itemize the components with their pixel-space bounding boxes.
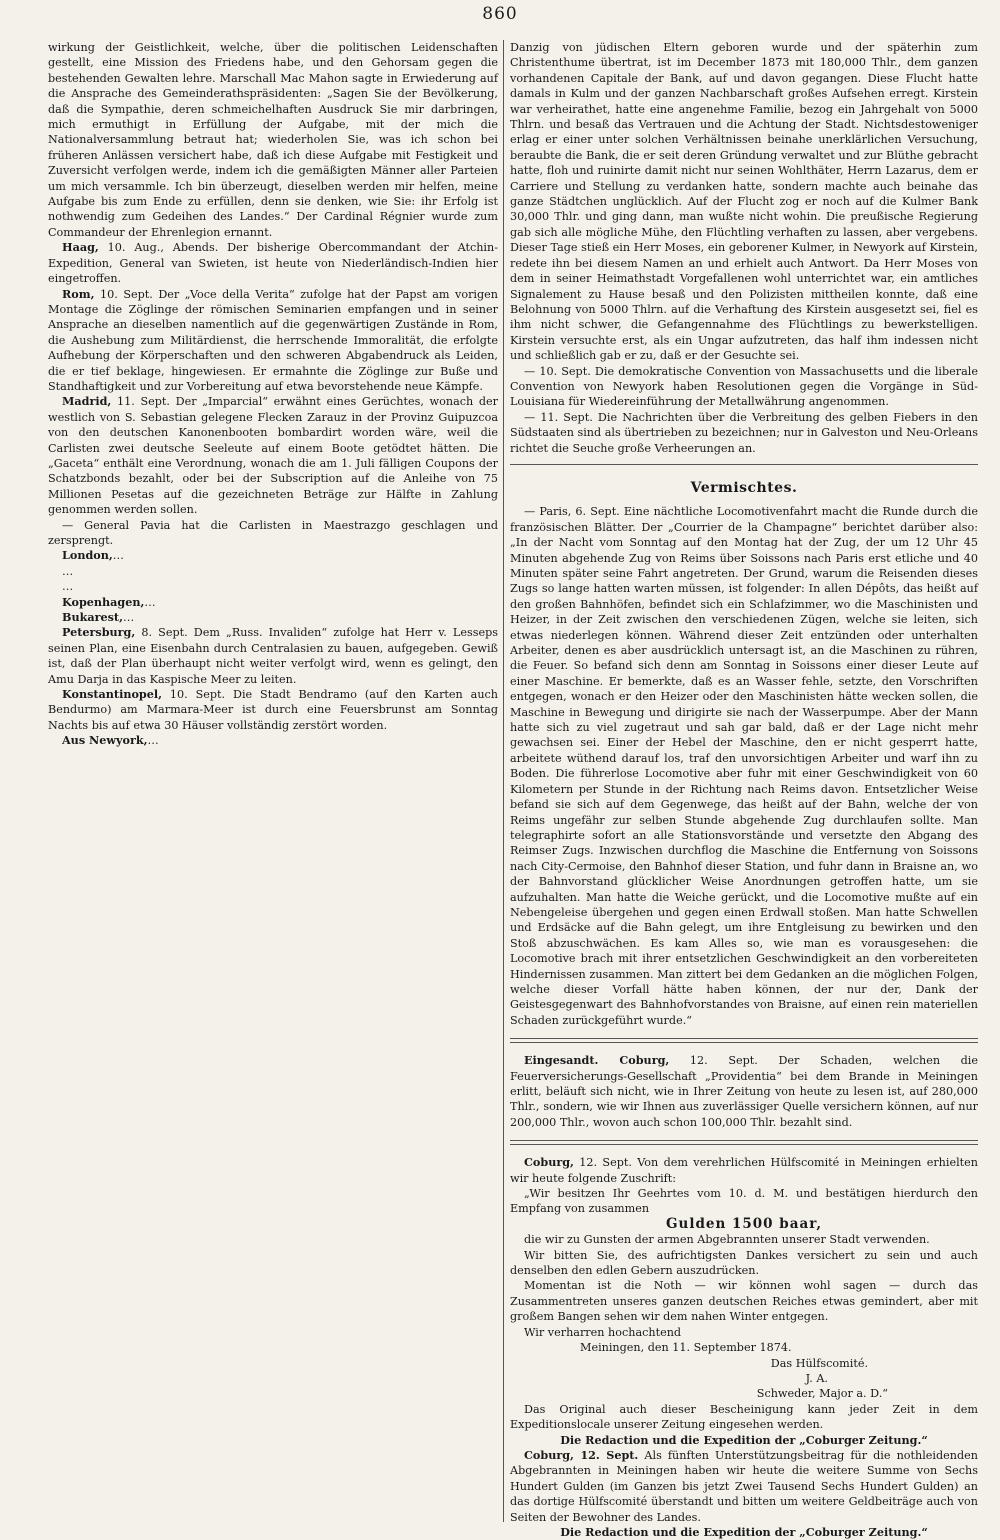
signature-line: J. A. — [805, 1371, 828, 1385]
article-text: Als fünften Unterstützungsbeitrag für die nothleidenden Abgebrannten in Meiningen haben wir heute die weitere Summe von Sechs Hundert Gulden (im Ganzen bis jetzt Zwei Tausend Sechs Hundert Gulden) an das dortige Hülfscomité überstandt und bitten um weitere Geldbeiträge auch von Seiten der Bewohner des Landes. — [510, 1448, 978, 1524]
place-heading: Bukarest, — [62, 610, 123, 625]
article-text: 10. Aug., Abends. Der bisherige Obercommandant der Atchin-Expedition, General van Swieten, ist heute von Niederländisch-Indien hier eingetroffen. — [48, 241, 498, 286]
article-text: 12. Sept. Der Schaden, welchen die Feuerversicherungs-Gesellschaft „Providentia“ bei dem Brande in Meiningen erlitt, beläuft sich nicht, wie in Ihrer Zeitung von heute zu lesen ist, auf 280,000 Thlr., sondern, wie wir Ihnen aus zuverlässiger Quelle versichern können, auf nur 200,000 Thlr., wovon auch schon 100,000 Thlr. bezahlt sind. — [510, 1054, 978, 1129]
place-heading: Aus Newyork, — [62, 733, 148, 748]
page-number: 860 — [482, 4, 518, 24]
notice-text: Das Original auch dieser Bescheinigung kann jeder Zeit in dem Expeditionslocale unserer Zeitung eingesehen werden. — [510, 1402, 978, 1432]
place-heading: London, — [62, 548, 113, 563]
section-rule — [510, 1140, 978, 1145]
article-paris: — Paris, 6. Sept. Eine nächtliche Locomotivenfahrt macht die Runde durch die französischen Blätter. Der „Courrier de la Champagne“ berichtet darüber also: „In der Nacht vom Sonntag auf den Montag hat der Zug, der um 12 Uhr 45 Minuten abgehende Zug von Reims über Soissons nach Paris erst etliche und 40 Minuten später seine Fahrt angetreten. Der Grund, warum die Reisenden dieses Zugs so lange hatten warten müssen, ist folgender: In allen Dépôts, das heißt auf den großen Bahnhöfen, befindet sich ein Schlafzimmer, wo die Maschinisten und Heizer, in der Zeit zwischen den verschiedenen Zügen, welche sie leiten, sich etwas niederlegen können. Während dieser Zeit entzünden oder unterhalten Arbeiter, denen es aber ausdrücklich untersagt ist, an die Maschinen zu rühren, die Feuer. So befand sich denn am Sonntag in Soissons einer dieser Leute auf einer Maschine. Er bemerkte, daß es an Wasser fehle, setzte, den Vorschriften entgegen, wonach er den Heizer oder den Maschinisten hätte wecken sollen, die Maschine in Bewegung und dirigirte sie nach der Wasserpumpe. Aber der Mann hatte sich zu viel zugetraut und sah gar bald, daß er der Lage nicht mehr gewachsen sei. Einer der Hebel der Maschine, den er nicht gesperrt hatte, arbeitete wüthend darauf los, traf den unvorsichtigen Arbeiter und warf ihn zu Boden. Die führerlose Locomotive aber fuhr mit einer Geschwindigkeit von 60 Kilometern per Stunde in der Richtung nach Reims davon. Entsetzlicher Weise befand sie sich auf dem Gegenwege, das heißt auf der Bahn, welche der von Reims ungefähr zur selben Stunde abgehende Zug durchlaufen sollte. Man telegraphirte sofort an alle Stationsvorstände und versetzte den Abgang des Reimser Zugs. Inzwischen durchflog die Maschine die Entfernung von Soissons nach City-Cermoise, den Bahnhof dieser Station, und fuhr dann in Braisne an, wo der Bahnvorstand glücklicher Weise Anordnungen getroffen hatte, um sie aufzuhalten. Man hatte die Weiche gerückt, und die Locomotive mußte auf ein Nebengeleise übergehen und gegen einen Erdwall stoßen. Man hatte Schwellen und Erdsäcke auf die Bahn gelegt, um ihre Entgleisung zu bewirken und den Stoß abzuschwächen. Es kam Alles so, wie man es vorausgesehen: die Locomotive brach mit ihrer entsetzlichen Geschwindigkeit an den vorbereiteten Hindernissen zusammen. Man zittert bei dem Gedanken an die möglichen Folgen, welche dieser Vorfall hätte haben können, der nur der, Dank der Geistesgegenwart des Bahnhofvorstandes von Braisne, auf einen rein materiellen Schaden zurückgeführt wurde.“ — [510, 505, 978, 1027]
article-konstantinopel — [48, 687, 498, 733]
article-text: 10. Sept. Die Stadt Bendramo (auf den Karten auch Bendurmo) am Marmara-Meer ist durch eine Feuersbrunst am Sonntag Nachts bis auf etwa 30 Häuser vollständig zerstört worden. — [48, 688, 498, 732]
left-column — [48, 40, 498, 1522]
article-eingesandt — [510, 1053, 978, 1130]
article-london — [48, 548, 498, 563]
article-bukarest — [48, 610, 498, 625]
article-text: 11. Sept. Der „Imparcial“ erwähnt eines Gerüchtes, wonach der westlich von S. Sebastian gelegene Flecken Zarauz in der Provinz Guipuzcoa von den deutschen Kanonenbooten bombardirt worden wäre, weil die Carlisten zwei deutsche Seeleute auf einem Boote getödtet hätten. Die „Gaceta“ enthält eine Verordnung, wonach die am 1. Juli fälligen Coupons der Schatzbonds bezahlt, oder bei der Subscription auf die Anleihe von 75 Millionen Pesetas auf die gezeichneten Beträge zur Hälfte in Zahlung genommen werden sollen. — [48, 395, 498, 517]
article-paragraph: — 10. Sept. Die demokratische Convention von Massachusetts und die liberale Convention von Newyork haben Resolutionen gegen die Vorgänge in Süd-Louisiana für Wiedereinführung der Metallwährung angenommen. — [510, 364, 978, 409]
article-paragraph: wirkung der Geistlichkeit, welche, über die politischen Leidenschaften gestellt, eine Mission des Friedens habe, und den Gehorsam gegen die bestehenden Gewalten lehre. Marschall Mac Mahon sagte in Erwiederung auf die Ansprache des Gemeinderathspräsidenten: „Sagen Sie der Bevölkerung, daß die Sympathie, deren schmeichelhaften Ausdruck Sie mir darbringen, mich ermuthigt in Erfüllung der Aufgabe, mit der mich die Nationalversammlung betraut hat; wiederholen Sie, was ich schon bei früheren Anlässen versichert habe, daß ich diese Aufgabe mit Festigkeit und Zuversicht verfolgen werde, indem ich die gemäßigten Männer aller Parteien um mich versammle. Ich bin überzeugt, dieselben werden mir helfen, meine Aufgabe bis zum Ende zu erfüllen, denn sie denken, wie Sie: ihr Erfolg ist nothwendig zum Gedeihen des Landes.“ Der Cardinal Régnier wurde zum Commandeur der Ehrenlegion ernannt. — [48, 41, 498, 239]
article-text: 10. Sept. Der „Voce della Verita“ zufolge hat der Papst am vorigen Montage die Zöglinge der römischen Seminarien empfangen und in seiner Ansprache an dieselben namentlich auf die gegenwärtigen Zustände in Rom, die Aushebung zum Militärdienst, die herrschende Immoralität, die erfolgte Aufhebung der Körperschaften und den schweren Abgabendruck als Leiden, die er tief beklage, hingewiesen. Er ermahnte die Zöglinge zur Buße und Standhaftigkeit und zur Vorbereitung auf etwa bevorstehende neue Kämpfe. — [48, 287, 498, 393]
letter-place-date: Meiningen, den 11. September 1874. — [580, 1341, 792, 1355]
article-rom — [48, 287, 498, 395]
article-text: … — [112, 549, 124, 563]
article-london-sept11: … — [62, 564, 74, 578]
article-kopenhagen — [48, 595, 498, 610]
article-haag — [48, 240, 498, 286]
section-rule — [510, 464, 978, 465]
article-newyork — [48, 733, 498, 748]
donation-amount: Gulden 1500 baar, — [665, 1215, 823, 1232]
column-divider — [503, 40, 504, 1522]
letter-text: die wir zu Gunsten der armen Abgebrannten unserer Stadt verwenden. — [524, 1233, 930, 1247]
article-text: 8. Sept. Dem „Russ. Invaliden“ zufolge hat Herr v. Lesseps seinen Plan, eine Eisenbahn durch Centralasien zu bauen, aufgegeben. Gewiß ist, daß der Plan überhaupt nicht weiter verfolgt wird, wenn es gelingt, den Amu Darja in das Kaspische Meer zu leiten. — [48, 626, 498, 686]
article-coburg-2 — [510, 1448, 978, 1525]
right-column — [510, 40, 978, 1539]
place-heading: Petersburg, — [62, 625, 136, 640]
letter-text: Wir bitten Sie, des aufrichtigsten Dankes versichert zu sein und auch denselben den edlen Gebern auszudrücken. — [510, 1248, 978, 1278]
editor-signature: Die Redaction und die Expedition der „Coburger Zeitung.“ — [560, 1524, 928, 1539]
place-heading: Coburg, 12. Sept. — [524, 1447, 639, 1462]
article-text: … — [144, 595, 156, 609]
letter-text: „Wir besitzen Ihr Geehrtes vom 10. d. M. und bestätigen hierdurch den Empfang von zusammen — [510, 1187, 978, 1216]
article-pavia: — General Pavia hat die Carlisten in Maestrazgo geschlagen und zersprengt. — [48, 518, 498, 547]
letter-text: Wir verharren hochachtend — [524, 1325, 682, 1339]
signature-line: Schweder, Major a. D.“ — [756, 1387, 888, 1401]
editor-signature: Die Redaction und die Expedition der „Coburger Zeitung.“ — [560, 1432, 928, 1447]
place-heading: Kopenhagen, — [62, 594, 145, 609]
article-london-gestern: … — [62, 580, 74, 594]
place-heading: Madrid, — [62, 394, 112, 409]
signature-line: Das Hülfscomité. — [770, 1356, 868, 1370]
article-coburg — [510, 1155, 978, 1186]
place-heading: Haag, — [62, 240, 99, 255]
section-heading-vermischtes: Vermischtes. — [690, 479, 798, 496]
article-text: … — [122, 611, 135, 625]
place-heading: Eingesandt. Coburg, — [524, 1053, 670, 1068]
article-paragraph: Danzig von jüdischen Eltern geboren wurde und der späterhin zum Christenthume übertrat, ist im December 1873 mit 180,000 Thlr., dem ganzen vorhandenen Capitale der Bank, auf und davon gegangen. Diese Flucht hatte damals in Kulm und der ganzen Nachbarschaft großes Aufsehen erregt. Kirstein war verheirathet, hatte eine angenehme Familie, bezog ein Jahrgehalt von 5000 Thlrn. und besaß das Vertrauen und die Achtung der Stadt. Nichtsdestoweniger erlag er einer unter solchen Verhältnissen beinahe unerklärlichen Versuchung, beraubte die Bank, die er seit deren Gründung verwaltet und zur Blüthe gebracht hatte, floh und ruinirte damit nicht nur seinen Wohlthäter, Herrn Lazarus, dem er Carriere und Stellung zu verdanken hatte, sondern machte auch beinahe das ganze Städtchen unglücklich. Auf der Flucht zog er noch auf die Kulmer Bank 30,000 Thlr. und ging dann, man wußte nicht wohin. Die preußische Regierung gab sich alle mögliche Mühe, den Flüchtling verhaften zu lassen, aber vergebens. Dieser Tage stieß ein Herr Moses, ein geborener Kulmer, in Newyork auf Kirstein, redete ihn bei diesem Namen an und erhielt auch Antwort. Da Herr Moses von dem in seiner Heimathstadt Vorgefallenen wohl unterrichtet war, ein amtliches Signalement zu Hause besaß und den Polizisten mittheilen konnte, daß eine Belohnung von 5000 Thlrn. auf die Verhaftung des Kirstein ausgesetzt sei, fiel es ihm nicht schwer, die Gefangennahme des Flüchtlings zu bewerkstelligen. Kirstein versuchte erst, als ein Ungar aufzutreten, das half ihm indessen nicht und schließlich gab er zu, daß er der Gesuchte sei. — [510, 41, 978, 363]
place-heading: Konstantinopel, — [62, 687, 163, 702]
article-text: 12. Sept. Von dem verehrlichen Hülfscomité in Meiningen erhielten wir heute folgende Zuschrift: — [510, 1156, 978, 1185]
section-rule — [510, 1038, 978, 1043]
article-petersburg — [48, 625, 498, 687]
place-heading: Coburg, — [524, 1155, 574, 1170]
article-madrid — [48, 394, 498, 517]
letter-text: Momentan ist die Noth — wir können wohl sagen — durch das Zusammentreten unseres ganzen deutschen Reiches etwas gemindert, aber mit großem Bangen sehen wir dem nahen Winter entgegen. — [510, 1279, 978, 1324]
place-heading: Rom, — [62, 286, 95, 301]
article-paragraph: — 11. Sept. Die Nachrichten über die Verbreitung des gelben Fiebers in den Südstaaten sind als übertrieben zu bezeichnen; nur in Galveston und Neu-Orleans richtet die Seuche große Verheerungen an. — [510, 410, 978, 455]
article-text: … — [147, 734, 159, 748]
